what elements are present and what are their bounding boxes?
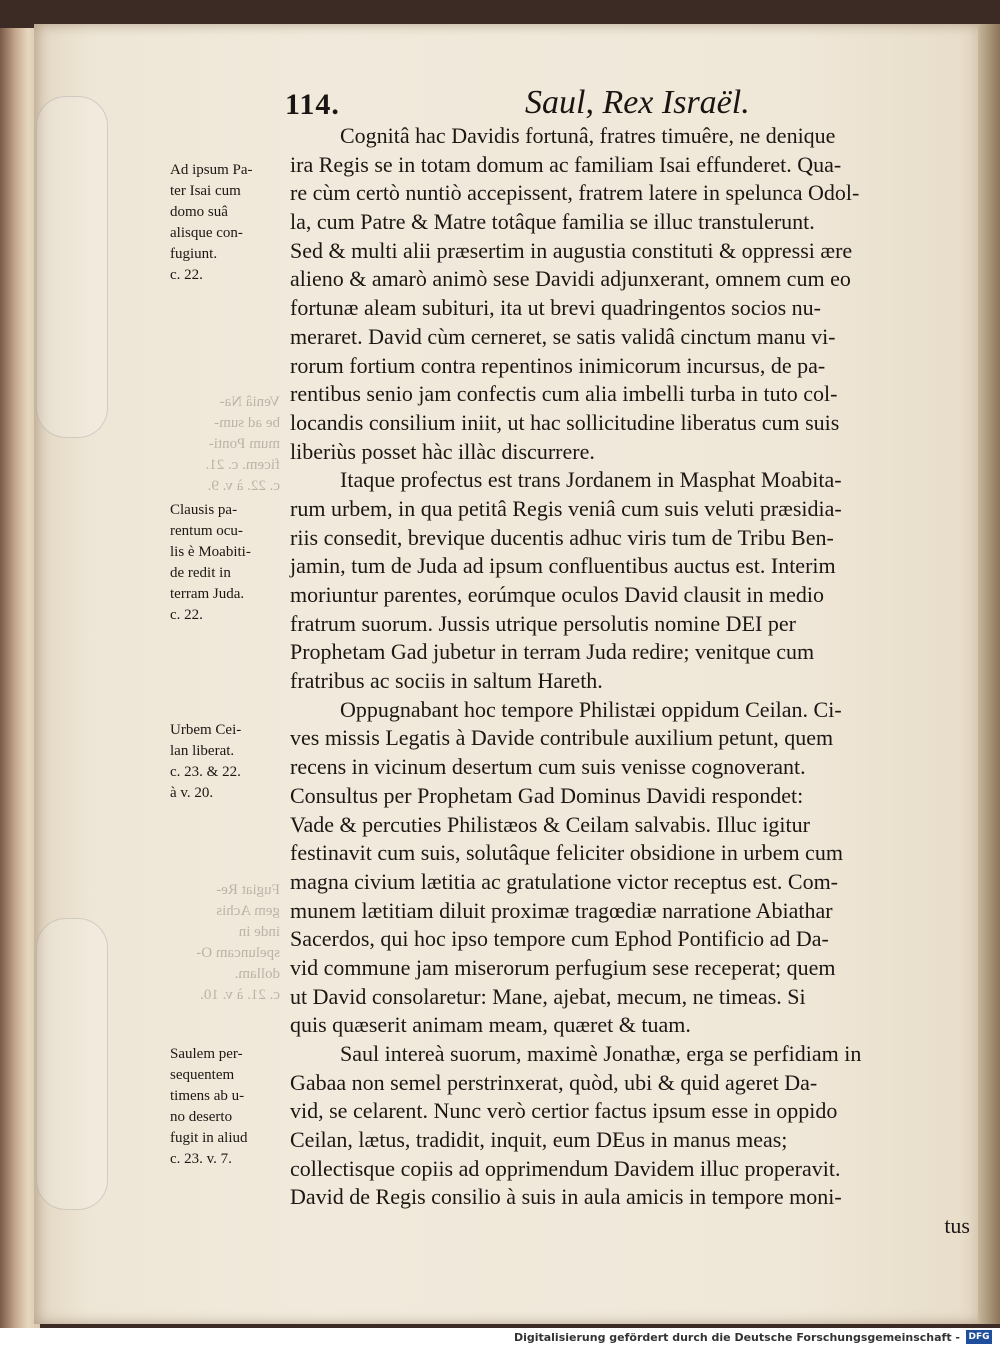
margin-note-line: fugiunt. bbox=[170, 246, 218, 262]
text-line: la, cum Patre & Matre totâque familia se illuc transtulerunt. bbox=[290, 209, 815, 235]
text-line: festinavit cum suis, solutâque feliciter obsidione in urbem cum bbox=[290, 840, 843, 866]
text-line: fratrum suorum. Jussis utrique persolutis nomine DEI per bbox=[290, 610, 796, 636]
digitization-credit: Digitalisierung gefördert durch die Deutsche Forschungsgemeinschaft - bbox=[513, 1331, 960, 1344]
text-line: Itaque profectus est trans Jordanem in Masphat Moabita- bbox=[340, 467, 842, 493]
text-line: munem lætitiam diluit proximæ tragœdiæ narratione Abiathar bbox=[290, 897, 833, 923]
margin-note-line: c. 22. bbox=[170, 267, 203, 283]
text-line: recens in vicinum desertum cum suis venisse cognoverant. bbox=[290, 754, 806, 780]
margin-note-line: rentum ocu- bbox=[170, 523, 243, 539]
margin-note-line: alisque con- bbox=[170, 225, 243, 241]
margin-note-line: c. 22. bbox=[170, 607, 203, 623]
margin-note-line: c. 23. v. 7. bbox=[170, 1151, 232, 1167]
text-line: rum urbem, in qua petitâ Regis veniâ cum suis veluti præsidia- bbox=[290, 495, 842, 521]
page-clip-top bbox=[36, 96, 108, 438]
text-line: collectisque copiis ad opprimendum Davidem illuc properavit. bbox=[290, 1155, 841, 1181]
margin-note-line: Saulem per- bbox=[170, 1046, 243, 1062]
margin-note-line: terram Juda. bbox=[170, 586, 245, 602]
running-head: Saul, Rex Israël. bbox=[525, 84, 750, 121]
show-through-text: Veniâ Na- be ad sum- mum Ponti- ficem. c. 21. c. 22. à v. 9. bbox=[205, 394, 280, 494]
text-line: vid, se celarent. Nunc verò certior factus ipsum esse in oppido bbox=[290, 1098, 838, 1124]
text-line: Oppugnabant hoc tempore Philistæi oppidum Ceilan. Ci- bbox=[340, 696, 842, 722]
margin-note-line: no deserto bbox=[170, 1109, 233, 1125]
text-line: tus bbox=[944, 1213, 970, 1239]
text-line: magna civium lætitia ac gratulatione victor receptus est. Com- bbox=[290, 868, 839, 894]
text-line: jamin, tum de Juda ad ipsum confluentibus auctus est. Interim bbox=[290, 553, 836, 579]
margin-note-3 bbox=[170, 720, 288, 804]
text-line: Vade & percuties Philistæos & Ceilam salvabis. Illuc igitur bbox=[290, 811, 810, 837]
text-line: quis quæserit animam meam, quæret & tuam. bbox=[290, 1012, 691, 1038]
margin-note-4 bbox=[170, 1044, 288, 1170]
text-line: liberiùs posset hàc illàc discurrere. bbox=[290, 438, 595, 464]
page-gutter-edge bbox=[978, 24, 1000, 1324]
text-line: ves missis Legatis à Davide contribule auxilium petunt, quem bbox=[290, 725, 834, 751]
footer-bar bbox=[0, 1328, 1000, 1348]
show-through-text: Fugiat Re- gem Achis inde in speluncam O- dollam. c. 21. à v. 10. bbox=[196, 882, 280, 1003]
dfg-logo: DFG bbox=[966, 1330, 992, 1344]
text-line: Sacerdos, qui hoc ipso tempore cum Ephod Pontificio ad Da- bbox=[290, 926, 829, 952]
margin-note-1 bbox=[170, 160, 288, 286]
text-line: Consultus per Prophetam Gad Dominus Davidi respondet: bbox=[290, 782, 804, 808]
text-line: riis consedit, brevique ducentis adhuc viris tum de Tribu Ben- bbox=[290, 524, 834, 550]
text-line: vid commune jam miserorum perfugium sese receperat; quem bbox=[290, 954, 836, 980]
text-line: rorum fortium contra repentinos inimicorum incursus, de pa- bbox=[290, 352, 826, 378]
margin-note-line: à v. 20. bbox=[170, 785, 214, 801]
text-line: locandis consilium iniit, ut hac sollicitudine liberatus cum suis bbox=[290, 409, 840, 435]
margin-note-line: Ad ipsum Pa- bbox=[170, 162, 253, 178]
margin-note-2 bbox=[170, 500, 288, 626]
page-number: 114. bbox=[285, 88, 340, 121]
margin-note-line: sequentem bbox=[170, 1067, 235, 1083]
text-line: rentibus senio jam confectis cum alia imbelli turba in tuto col- bbox=[290, 381, 838, 407]
margin-note-line: domo suâ bbox=[170, 204, 228, 220]
text-line: Sed & multi alii præsertim in augustia constituti & oppressi ære bbox=[290, 237, 853, 263]
text-line: alieno & amarò animò sese Davidi adjunxerant, omnem cum eo bbox=[290, 266, 851, 292]
margin-note-line: lan liberat. bbox=[170, 743, 235, 759]
text-line: moriuntur parentes, eorúmque oculos David clausit in medio bbox=[290, 582, 824, 607]
text-line: Prophetam Gad jubetur in terram Juda redire; venitque cum bbox=[290, 639, 815, 665]
text-line: Cognitâ hac Davidis fortunâ, fratres timuêre, ne denique bbox=[340, 123, 836, 148]
text-line: re cùm certò nuntiò accepissent, fratrem latere in spelunca Odol- bbox=[290, 180, 860, 206]
text-line: Ceilan, lætus, tradidit, inquit, eum DEus in manus meas; bbox=[290, 1127, 788, 1153]
text-line: ut David consolaretur: Mane, ajebat, mecum, ne timeas. Si bbox=[290, 983, 806, 1009]
margin-note-line: c. 23. & 22. bbox=[170, 764, 241, 780]
text-line: Saul intereà suorum, maximè Jonathæ, erga se perfidiam in bbox=[340, 1041, 862, 1066]
page-clip-bottom bbox=[36, 918, 108, 1210]
margin-note-line: lis è Moabiti- bbox=[170, 544, 251, 560]
margin-note-line: ter Isai cum bbox=[170, 183, 241, 199]
margin-note-line: Urbem Cei- bbox=[170, 722, 242, 738]
text-line: fratribus ac sociis in saltum Hareth. bbox=[290, 668, 603, 694]
margin-note-line: fugit in aliud bbox=[170, 1130, 248, 1146]
body-text bbox=[290, 122, 970, 1241]
text-line: ira Regis se in totam domum ac familiam Isai effunderet. Qua- bbox=[290, 151, 842, 177]
text-line: David de Regis consilio à suis in aula amicis in tempore moni- bbox=[290, 1184, 842, 1210]
margin-note-line: timens ab u- bbox=[170, 1088, 245, 1104]
text-line: meraret. David cùm cerneret, se satis validâ cinctum manu vi- bbox=[290, 323, 836, 349]
margin-note-line: Clausis pa- bbox=[170, 502, 238, 518]
text-line: Gabaa non semel perstrinxerat, quòd, ubi & quid ageret Da- bbox=[290, 1069, 818, 1095]
margin-note-line: de redit in bbox=[170, 565, 231, 581]
text-line: fortunæ aleam subituri, ita ut brevi quadringentos socios nu- bbox=[290, 295, 821, 321]
